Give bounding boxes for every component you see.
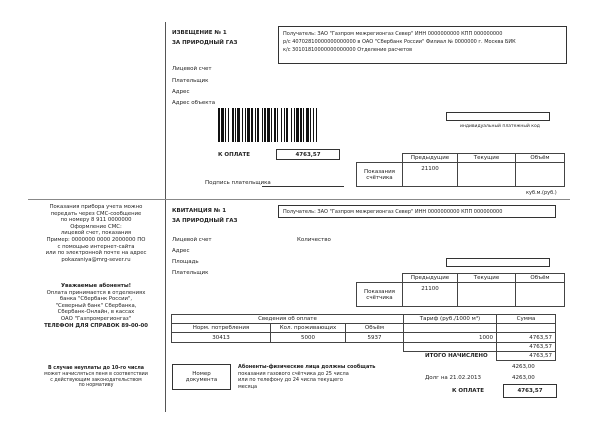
receipt-field-area: Площадь [172, 259, 199, 265]
meter-header-prev-label: Предыдущие [410, 155, 450, 161]
meter-cur-value[interactable] [457, 162, 516, 187]
receipt-meter-header-prev-label: Предыдущие [410, 275, 450, 281]
receipt-meter-header-vol-label: Объём [530, 275, 550, 281]
calc-amount-header-text: Сумма [516, 316, 536, 322]
left-line: Уважаемые абоненты! [60, 283, 132, 289]
pay-value: 4763,57 [517, 388, 543, 394]
meter-row-label-text: Показания счётчика [364, 168, 395, 181]
left-line: Показания прибора учета можно [49, 204, 143, 210]
field-address: Адрес [172, 89, 190, 95]
receipt-title: КВИТАНЦИЯ № 1 [172, 208, 227, 214]
left-line: с помощью интернет-сайта [57, 243, 135, 250]
field-payer: Плательщик [172, 78, 209, 84]
receipt-meter-prev-value-text: 21100 [421, 286, 439, 292]
left-line: Оплата принимается в отделениях [46, 289, 146, 296]
calc-col-header-norm-text: Норм. потребления [192, 325, 250, 331]
calc-row2-amount-text: 4763,57 [529, 344, 552, 350]
barcode-gap [317, 108, 320, 142]
meter-footer: куб.м.(руб.) [526, 190, 557, 196]
receipt-meter-cur-value[interactable] [457, 282, 516, 307]
meter-row-label [356, 162, 403, 187]
left-line: с действующим законодательством [50, 377, 142, 383]
calc-row-volume-text: 5937 [367, 334, 382, 341]
meter-note [238, 364, 375, 390]
receipt-recipient-box [278, 205, 556, 218]
total-accrued-value-text: 4763,57 [529, 353, 552, 359]
signature-line [262, 186, 344, 187]
debt-value: 4263,00 [512, 375, 535, 381]
note-line: показания газового счётчика до 25 числа [238, 370, 349, 377]
stamp-line: Номер [192, 371, 211, 377]
document-number-box [172, 364, 231, 390]
left-line: по нормативу [78, 383, 114, 389]
meter-prev-value [402, 162, 458, 187]
notice-subtitle: ЗА ПРИРОДНЫЙ ГАЗ [172, 40, 238, 46]
left-info-block-2 [30, 283, 162, 329]
receipt-meter-header-cur-label: Текущие [473, 275, 500, 281]
calc-row-volume [345, 332, 404, 343]
receipt-code-box [446, 258, 550, 267]
note-line: Абоненты-физические лица должны сообщать [238, 364, 376, 370]
left-line: Сбербанк-Онлайн, в кассах [57, 309, 135, 316]
calc-row-norm-text: 30413 [212, 334, 230, 341]
calc-row-people-text: 5000 [301, 334, 315, 341]
field-account: Лицевой счет [172, 66, 212, 72]
note-line: месяца [238, 383, 258, 390]
left-line: В случае неуплаты до 10-го числа [47, 366, 145, 371]
calc-title-text: Сведения об оплате [258, 316, 317, 322]
left-line: ОАО "Газпромрегионгаз" [60, 315, 132, 322]
receipt-field-payer: Плательщик [172, 270, 209, 276]
total-accrued-label: ИТОГО НАЧИСЛЕНО [425, 353, 488, 359]
extra-amount: 4263,00 [512, 364, 535, 370]
vertical-divider [165, 22, 166, 412]
left-info-block-1 [30, 204, 162, 263]
left-line: лицевой счет, показания [60, 230, 132, 237]
meter-prev-value-text: 21100 [421, 166, 439, 172]
barcode [218, 108, 406, 142]
pay-value-box [503, 384, 557, 398]
meter-vol-value[interactable] [515, 162, 565, 187]
recipient-line: р/с 40702810000000000000 в ОАО "Сбербанк России" Филиал № 0000000 г. Москва БИК [283, 39, 516, 45]
calc-row-people [270, 332, 346, 343]
meter-header-vol-label: Объём [530, 155, 550, 161]
receipt-field-count: Количество [297, 237, 331, 243]
receipt-field-account: Лицевой счет [172, 237, 212, 243]
receipt-meter-row-label [356, 282, 403, 307]
signature-label: Подпись плательщика [205, 180, 271, 186]
calc-col-header-people-text: Кол. проживающих [279, 325, 337, 331]
total-accrued-value [496, 351, 556, 361]
calc-row-norm [171, 332, 271, 343]
total-value-box [276, 149, 340, 160]
left-line: или по электронной почте на адрес [45, 250, 147, 257]
pay-label: К ОПЛАТЕ [452, 388, 485, 394]
calc-row-tariff-text: 1000 [479, 334, 493, 341]
note-line: или по телефону до 24 числа текущего [238, 377, 343, 383]
receipt-meter-prev-value [402, 282, 458, 307]
left-line: "Северный банк" Сбербанка, [55, 302, 137, 309]
left-line: по номеру 8 911 0000000 [60, 217, 132, 224]
calc-tariff-header-text: Тариф (руб./1000 м³) [419, 316, 481, 322]
meter-header-cur-label: Текущие [473, 155, 500, 161]
calc-col-header-volume-text: Объём [364, 325, 385, 331]
recipient-line: к/с 30101810000000000000 Отделение расчетов [283, 47, 413, 53]
receipt-recipient: Получатель: ЗАО "Газпром межрегионгаз Север" ИНН 0000000000 КПП 000000000 [283, 208, 503, 215]
left-line: передать через СМС-сообщение [50, 210, 142, 217]
debt-label: Долг на 21.02.2013 [425, 375, 482, 381]
receipt-subtitle: ЗА ПРИРОДНЫЙ ГАЗ [172, 218, 238, 224]
receipt-meter-vol-value[interactable] [515, 282, 565, 307]
left-line: может начисляться пеня в соответствии [44, 371, 148, 377]
recipient-box [278, 26, 567, 64]
notice-title: ИЗВЕЩЕНИЕ № 1 [172, 30, 227, 36]
left-line: pokazaniya@mrg-sever.ru [61, 256, 131, 263]
receipt-field-address: Адрес [172, 248, 190, 254]
left-line: Оформление СМС: [70, 223, 122, 230]
stamp-line: документа [185, 377, 218, 383]
horizontal-divider [28, 199, 570, 200]
recipient-line: Получатель: ЗАО "Газпром межрегионгаз Север" ИНН 0000000000 КПП 000000000 [283, 31, 503, 37]
left-line: ТЕЛЕФОН ДЛЯ СПРАВОК 89-00-00 [44, 322, 148, 329]
field-object-address: Адрес объекта [172, 100, 216, 106]
left-line: Пример: 0000000 0000 2000000 ПО [46, 236, 146, 243]
total-value: 4763,57 [295, 151, 321, 158]
receipt-meter-row-label-text: Показания счётчика [364, 288, 395, 301]
left-info-block-3 [30, 366, 162, 389]
calc-row2-tariff [403, 342, 497, 352]
payment-code-box [446, 112, 550, 121]
calc-row-amount-text: 4763,57 [529, 334, 552, 341]
total-label: К ОПЛАТЕ [218, 152, 251, 158]
payment-code-caption: индивидуальный платежный код [460, 124, 540, 129]
left-line: банка "Сбербанк России", [59, 296, 133, 303]
